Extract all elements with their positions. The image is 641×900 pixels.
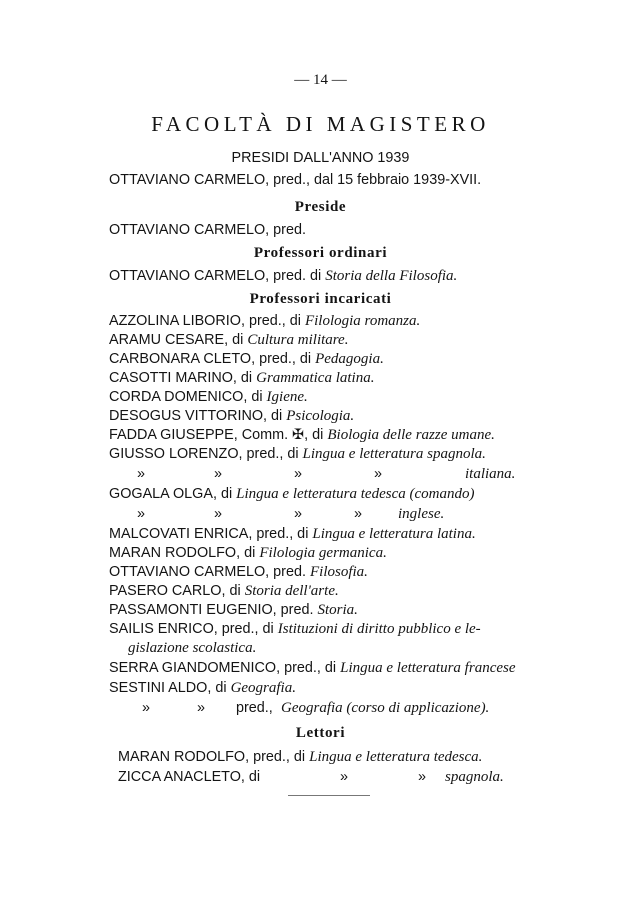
incaricati-heading: Professori incaricati (249, 291, 392, 307)
list-item (109, 446, 486, 463)
entry-subject: Storia della Filosofia. (325, 268, 458, 284)
entry-name: CORDA DOMENICO, di (109, 389, 267, 405)
closing-rule (288, 795, 370, 796)
entry-subject: inglese. (398, 506, 445, 522)
lettori-heading: Lettori (295, 725, 346, 741)
entry-name: GIUSSO LORENZO, pred., di (109, 446, 303, 462)
ditto-mark: » (137, 506, 146, 522)
ditto-mark: » (214, 466, 223, 482)
entry-name: ARAMU CESARE, di (109, 332, 248, 348)
ordinari-heading: Professori ordinari (253, 245, 388, 261)
entry-subject: Geografia. (230, 680, 296, 696)
page-number: — 14 — (294, 72, 347, 88)
ditto-mark: » (294, 466, 303, 482)
entry-name: MARAN RODOLFO, pred., di (118, 749, 310, 765)
ditto-mark: » (294, 506, 303, 522)
entry-name: PASSAMONTI EUGENIO, pred. (109, 602, 318, 618)
entry-name: CARBONARA CLETO, pred., di (109, 351, 316, 367)
entry-subject: Geografia (corso di applicazione). (281, 700, 490, 716)
presidi-heading: PRESIDI DALL'ANNO 1939 (231, 150, 410, 166)
entry-name: MARAN RODOLFO, di (109, 545, 260, 561)
list-item (109, 351, 384, 368)
ditto-mark: » (340, 769, 349, 785)
list-item (118, 749, 482, 766)
entry-subject: Filosofia. (309, 564, 368, 580)
entry-name: MALCOVATI ENRICA, pred., di (109, 526, 313, 542)
entry-subject: Lingua e letteratura francese (340, 660, 516, 676)
entry-name: ZICCA ANACLETO, di (118, 769, 261, 785)
list-item (109, 583, 339, 600)
list-item (109, 408, 354, 425)
entry-subject: Lingua e letteratura tedesca. (309, 749, 483, 765)
entry-subject: Filologia romanza. (304, 313, 421, 329)
entry-name: FADDA GIUSEPPE, Comm. ✠, di (109, 427, 328, 443)
entry-subject: Biologia delle razze umane. (327, 427, 495, 443)
entry-subject: Psicologia. (286, 408, 355, 424)
entry-name: OTTAVIANO CARMELO, pred. (109, 564, 310, 580)
list-item (109, 389, 308, 406)
entry-subject: Filologia germanica. (259, 545, 387, 561)
entry-name: pred., (236, 700, 273, 716)
list-item (109, 660, 516, 677)
list-item (109, 332, 348, 349)
list-item (118, 769, 504, 785)
list-item (109, 526, 476, 543)
entry-subject: Storia dell'arte. (244, 583, 339, 599)
entry-subject: Storia. (317, 602, 358, 618)
entry-subject: Grammatica latina. (256, 370, 375, 386)
ditto-mark: » (197, 700, 206, 716)
entry-subject: Lingua e letteratura tedesca (comando) (236, 486, 475, 502)
entry-name: SESTINI ALDO, di (109, 680, 231, 696)
list-item (109, 486, 474, 503)
entry-subject: italiana. (465, 466, 516, 482)
entry-name: PASERO CARLO, di (109, 583, 245, 599)
entry-subject: Cultura militare. (247, 332, 349, 348)
entry-name: DESOGUS VITTORINO, di (109, 408, 287, 424)
ditto-mark: » (142, 700, 151, 716)
preside-heading: Preside (294, 199, 347, 215)
ditto-mark: » (418, 769, 427, 785)
list-item (109, 545, 387, 562)
list-item (109, 621, 481, 638)
entry-subject: Lingua e letteratura spagnola. (302, 446, 486, 462)
entry-name: AZZOLINA LIBORIO, pred., di (109, 313, 305, 329)
ditto-mark: » (214, 506, 223, 522)
entry-name: CASOTTI MARINO, di (109, 370, 257, 386)
entry-subject: Lingua e letteratura latina. (312, 526, 476, 542)
page-title: FACOLTÀ DI MAGISTERO (151, 112, 490, 136)
list-item (109, 427, 495, 444)
list-item (109, 313, 420, 330)
ordinari-line (109, 268, 457, 285)
entry-name: SERRA GIANDOMENICO, pred., di (109, 660, 341, 676)
preside-line: OTTAVIANO CARMELO, pred. (109, 222, 306, 238)
entry-subject: spagnola. (445, 769, 504, 785)
list-item (109, 680, 296, 697)
entry-subject: Igiene. (266, 389, 308, 405)
presidi-line: OTTAVIANO CARMELO, pred., dal 15 febbraio 1939-XVII. (109, 172, 482, 188)
entry-subject: gislazione scolastica. (128, 640, 257, 656)
entry-name: OTTAVIANO CARMELO, pred. di (109, 268, 326, 284)
ditto-mark: » (354, 506, 363, 522)
entry-subject: Pedagogia. (315, 351, 384, 367)
list-item (109, 602, 358, 619)
entry-subject: Istituzioni di diritto pubblico e le- (277, 621, 481, 637)
ditto-mark: » (137, 466, 146, 482)
entry-name: GOGALA OLGA, di (109, 486, 237, 502)
ditto-mark: » (374, 466, 383, 482)
list-item (109, 564, 368, 581)
continuation-line (128, 640, 256, 657)
entry-name: SAILIS ENRICO, pred., di (109, 621, 278, 637)
list-item (109, 370, 374, 387)
